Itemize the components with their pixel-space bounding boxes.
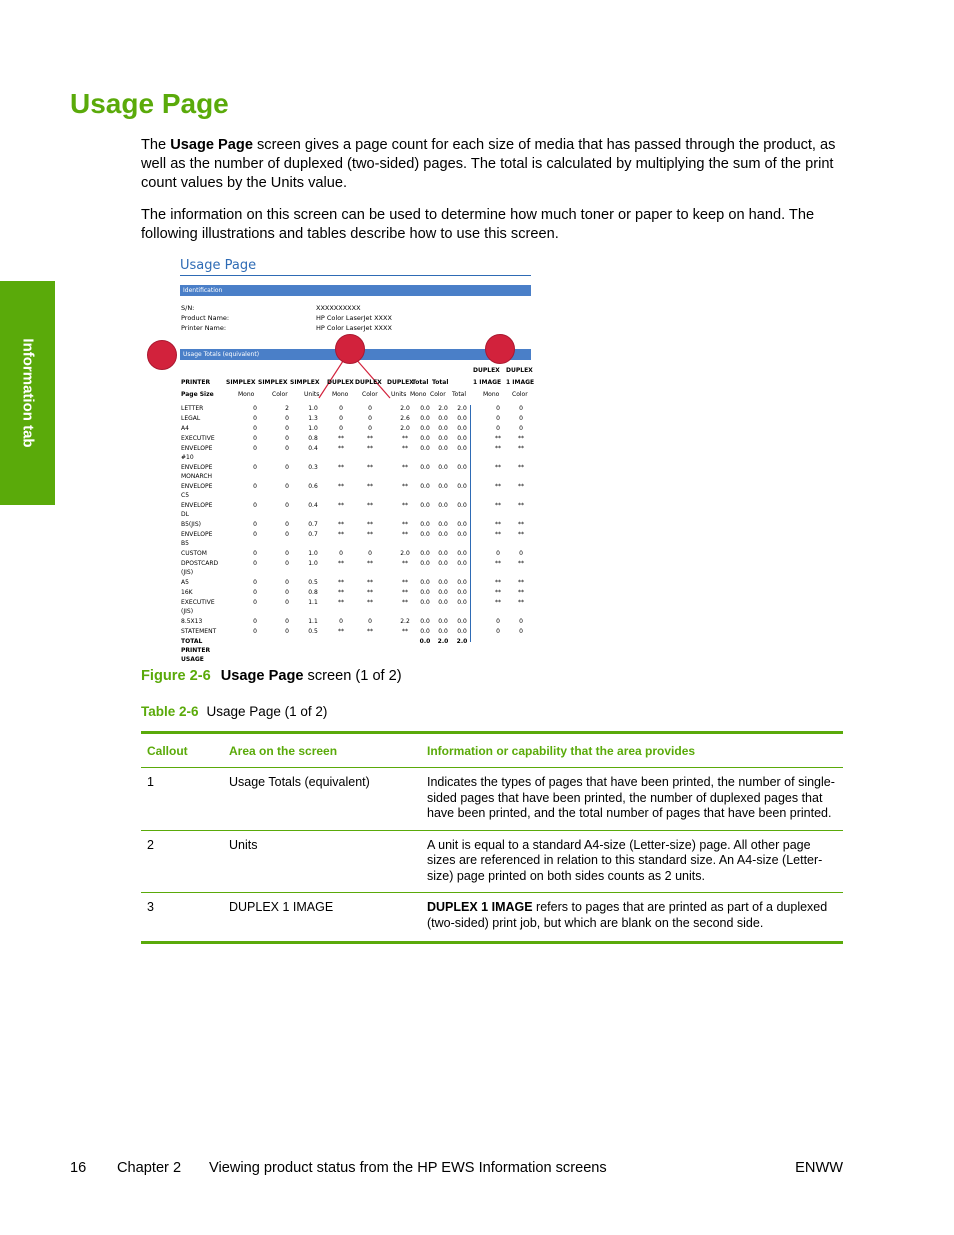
usage-cell: 0 bbox=[285, 521, 289, 528]
usage-cell: 0 bbox=[496, 628, 500, 635]
usage-cell: 0 bbox=[253, 628, 257, 635]
usage-cell: ** bbox=[402, 628, 408, 635]
usage-cell: 0.0 bbox=[457, 618, 467, 625]
usage-cell: 0.0 bbox=[438, 483, 448, 490]
usage-cell: ** bbox=[402, 531, 408, 538]
usage-cell: 0 bbox=[253, 589, 257, 596]
usage-cell: ** bbox=[338, 464, 344, 471]
usage-cell: 0.5 bbox=[308, 628, 318, 635]
usage-row-label: ENVELOPE bbox=[181, 531, 213, 538]
usage-cell: 0.0 bbox=[457, 531, 467, 538]
usage-cell: ** bbox=[402, 435, 408, 442]
intro-paragraph-2: The information on this screen can be used to determine how much toner or paper to keep on hand. The following illustrations and tables describe how to use this screen. bbox=[141, 207, 815, 242]
usage-cell: ** bbox=[367, 531, 373, 538]
usage-cell: ** bbox=[367, 483, 373, 490]
usage-cell: 0 bbox=[253, 435, 257, 442]
identification-bar: Identification bbox=[180, 285, 531, 296]
usage-cell: 2.0 bbox=[400, 405, 410, 412]
header-row1-cell: SIMPLEX bbox=[290, 379, 320, 386]
usage-cell: 1.0 bbox=[308, 425, 318, 432]
usage-cell: 0.0 bbox=[438, 599, 448, 606]
header-row2-cell: Units bbox=[304, 391, 320, 398]
usage-cell: 0 bbox=[339, 405, 343, 412]
usage-cell: 0 bbox=[519, 628, 523, 635]
usage-cell: ** bbox=[495, 531, 501, 538]
usage-cell: 0.0 bbox=[457, 502, 467, 509]
usage-cell: 0 bbox=[368, 405, 372, 412]
usage-cell: 0.0 bbox=[457, 579, 467, 586]
usage-cell: ** bbox=[338, 589, 344, 596]
id-value: HP Color LaserJet XXXX bbox=[316, 324, 392, 332]
usage-cell: 1.3 bbox=[308, 415, 318, 422]
usage-cell: ** bbox=[338, 502, 344, 509]
header-row2-cell: Page Size bbox=[181, 391, 214, 398]
table-header-row bbox=[141, 733, 843, 768]
figure-caption-bold: Usage Page bbox=[220, 668, 304, 684]
intro-rest: screen gives a page count for each size of media that has passed through the product, as well as the number of duplexed (two-sided) pages. The total is calculated by multiplying the sum of the print count values by the Units value. bbox=[141, 137, 836, 191]
usage-row-label-sub: DL bbox=[181, 511, 189, 518]
total-row-label: PRINTER bbox=[181, 647, 211, 654]
usage-cell: 0.0 bbox=[457, 445, 467, 452]
usage-cell: 0 bbox=[253, 502, 257, 509]
cell-area: Usage Totals (equivalent) bbox=[223, 768, 421, 831]
header-row1-cell: SIMPLEX bbox=[258, 379, 288, 386]
usage-page-screenshot bbox=[180, 258, 535, 663]
usage-row-label: 16K bbox=[181, 589, 193, 596]
total-cell: 2.0 bbox=[456, 638, 468, 645]
usage-cell: 0 bbox=[253, 483, 257, 490]
header-row1-cell: Total bbox=[412, 379, 429, 386]
cell-area: DUPLEX 1 IMAGE bbox=[223, 893, 421, 943]
usage-row-label: LEGAL bbox=[181, 415, 201, 422]
usage-cell: 0.0 bbox=[457, 415, 467, 422]
usage-cell: 0 bbox=[285, 589, 289, 596]
usage-cell: 0.0 bbox=[457, 464, 467, 471]
usage-row-label: ENVELOPE bbox=[181, 445, 213, 452]
table-row bbox=[141, 893, 843, 943]
page-heading: Usage Page bbox=[70, 88, 229, 119]
usage-cell: 0 bbox=[519, 425, 523, 432]
usage-cell: 0 bbox=[253, 415, 257, 422]
table-caption-text: Usage Page (1 of 2) bbox=[206, 704, 328, 719]
usage-cell: 0 bbox=[285, 560, 289, 567]
usage-cell: 0 bbox=[253, 550, 257, 557]
usage-cell: ** bbox=[518, 435, 524, 442]
footer-title: Viewing product status from the HP EWS Information screens bbox=[209, 1160, 607, 1176]
usage-cell: 0.0 bbox=[438, 415, 448, 422]
usage-cell: 0 bbox=[285, 531, 289, 538]
header-row1-cell: DUPLEX bbox=[355, 379, 382, 386]
usage-cell: 0.6 bbox=[308, 483, 318, 490]
usage-cell: 0.0 bbox=[457, 435, 467, 442]
cell-info-bold: DUPLEX 1 IMAGE bbox=[427, 900, 533, 914]
header-row1-cell: DUPLEX bbox=[387, 379, 414, 386]
usage-row-label-sub: (JIS) bbox=[181, 608, 194, 615]
usage-cell: 0 bbox=[285, 579, 289, 586]
usage-cell: 2.2 bbox=[400, 618, 410, 625]
usage-cell: 0.5 bbox=[308, 579, 318, 586]
table-caption bbox=[141, 704, 327, 719]
callout-2-marker bbox=[335, 334, 365, 364]
usage-cell: 0.7 bbox=[308, 531, 318, 538]
usage-cell: 0.0 bbox=[438, 502, 448, 509]
usage-cell: ** bbox=[495, 464, 501, 471]
usage-row-label: ENVELOPE bbox=[181, 502, 213, 509]
usage-cell: ** bbox=[402, 483, 408, 490]
header-row2-cell: Color bbox=[272, 391, 288, 398]
usage-row-label: ENVELOPE bbox=[181, 483, 213, 490]
usage-row-label: LETTER bbox=[181, 405, 204, 412]
usage-cell: ** bbox=[367, 579, 373, 586]
screenshot-title: Usage Page bbox=[180, 258, 257, 273]
header-callout: Callout bbox=[141, 733, 223, 768]
usage-cell: 1.1 bbox=[308, 599, 318, 606]
usage-row-label: EXECUTIVE bbox=[181, 599, 215, 606]
intro-bold: Usage Page bbox=[170, 137, 253, 153]
header-row2-cell: Total bbox=[452, 391, 467, 398]
header-row2-cell: Mono bbox=[483, 391, 500, 398]
usage-cell: ** bbox=[367, 599, 373, 606]
total-row-label: TOTAL bbox=[181, 638, 203, 645]
usage-cell: 0.8 bbox=[308, 589, 318, 596]
usage-row-label: A4 bbox=[181, 425, 189, 432]
usage-row-label: A5 bbox=[181, 579, 189, 586]
usage-cell: 0 bbox=[519, 415, 523, 422]
usage-row-label: EXECUTIVE bbox=[181, 435, 215, 442]
header-row1-cell: SIMPLEX bbox=[226, 379, 256, 386]
usage-cell: ** bbox=[495, 445, 501, 452]
usage-cell: ** bbox=[518, 464, 524, 471]
usage-cell: ** bbox=[495, 483, 501, 490]
usage-cell: ** bbox=[367, 560, 373, 567]
header-row2-cell: Color bbox=[512, 391, 528, 398]
usage-cell: 0 bbox=[339, 618, 343, 625]
total-cell: 2.0 bbox=[437, 638, 449, 645]
duplex-separator-line bbox=[470, 405, 471, 642]
usage-cell: 0 bbox=[253, 405, 257, 412]
usage-cell: 0.0 bbox=[420, 415, 430, 422]
usage-cell: 0 bbox=[368, 425, 372, 432]
usage-cell: ** bbox=[338, 628, 344, 635]
usage-cell: ** bbox=[367, 435, 373, 442]
usage-cell: 0.0 bbox=[420, 560, 430, 567]
header-row1-cell-sub: 1 IMAGE bbox=[506, 379, 535, 386]
usage-cell: 0 bbox=[496, 425, 500, 432]
id-label: Printer Name: bbox=[181, 324, 227, 332]
cell-info-text: A unit is equal to a standard A4-size (Letter-size) page. All other page sizes are referenced in relation to this standard size. An A4-size (Letter-size) page printed on both sides counts as 2 units. bbox=[427, 837, 823, 883]
header-row1-cell: DUPLEX bbox=[473, 367, 500, 374]
usage-cell: 0 bbox=[253, 560, 257, 567]
table-row bbox=[141, 830, 843, 893]
usage-cell: 2 bbox=[285, 405, 289, 412]
side-tab-label: Information tab bbox=[19, 338, 36, 448]
usage-cell: 0.0 bbox=[438, 560, 448, 567]
usage-cell: ** bbox=[402, 589, 408, 596]
header-area: Area on the screen bbox=[223, 733, 421, 768]
usage-cell: 1.0 bbox=[308, 550, 318, 557]
usage-cell: 0.0 bbox=[457, 425, 467, 432]
usage-cell: 1.0 bbox=[308, 560, 318, 567]
usage-cell: 0 bbox=[285, 483, 289, 490]
usage-cell: ** bbox=[402, 502, 408, 509]
usage-cell: ** bbox=[495, 579, 501, 586]
usage-cell: 0.0 bbox=[438, 531, 448, 538]
usage-cell: ** bbox=[367, 502, 373, 509]
usage-row-label: B5(JIS) bbox=[181, 521, 201, 528]
footer-page-number: 16 bbox=[70, 1160, 87, 1176]
side-tab bbox=[0, 281, 55, 505]
cell-info-text: refers to pages that are printed as part of a duplexed (two-sided) print job, but which are blank on the second side. bbox=[427, 900, 828, 930]
header-row2-cell: Color bbox=[430, 391, 446, 398]
usage-cell: ** bbox=[495, 589, 501, 596]
usage-cell: 0.0 bbox=[438, 589, 448, 596]
usage-cell: 0 bbox=[368, 550, 372, 557]
id-label: Product Name: bbox=[181, 314, 230, 322]
footer-chapter: Chapter 2 bbox=[117, 1160, 182, 1176]
cell-info-text: Indicates the types of pages that have been printed, the number of single-sided pages that have been printed, the number of duplexed pages that have been printed, and the total number of pages that have been printed. bbox=[427, 775, 835, 820]
usage-row-label-sub: B5 bbox=[181, 540, 189, 547]
total-cell: 0.0 bbox=[419, 638, 431, 645]
usage-cell: 0 bbox=[496, 618, 500, 625]
usage-cell: ** bbox=[518, 445, 524, 452]
usage-cell: ** bbox=[518, 483, 524, 490]
header-row2-cell: Mono bbox=[410, 391, 427, 398]
intro-paragraph-1 bbox=[141, 136, 846, 193]
usage-row-label: 8.5X13 bbox=[181, 618, 203, 625]
usage-cell: ** bbox=[338, 483, 344, 490]
usage-cell: 0 bbox=[285, 599, 289, 606]
usage-cell: ** bbox=[338, 560, 344, 567]
usage-cell: 0.0 bbox=[438, 618, 448, 625]
usage-cell: 0 bbox=[285, 464, 289, 471]
usage-cell: ** bbox=[495, 502, 501, 509]
usage-cell: 0 bbox=[519, 550, 523, 557]
usage-cell: 0.0 bbox=[420, 502, 430, 509]
usage-cell: 0 bbox=[253, 599, 257, 606]
usage-cell: ** bbox=[518, 531, 524, 538]
usage-cell: 0.0 bbox=[438, 464, 448, 471]
id-value: HP Color LaserJet XXXX bbox=[316, 314, 392, 322]
usage-cell: 0 bbox=[496, 415, 500, 422]
usage-cell: 0 bbox=[368, 618, 372, 625]
usage-row-label: CUSTOM bbox=[181, 550, 207, 557]
usage-cell: 0.0 bbox=[420, 531, 430, 538]
usage-cell: 2.0 bbox=[457, 405, 467, 412]
usage-cell: 0.3 bbox=[308, 464, 318, 471]
cell-callout: 2 bbox=[141, 830, 223, 893]
usage-cell: 2.0 bbox=[400, 425, 410, 432]
usage-cell: ** bbox=[495, 599, 501, 606]
usage-cell: ** bbox=[338, 531, 344, 538]
usage-cell: 0.0 bbox=[420, 550, 430, 557]
usage-cell: 2.6 bbox=[400, 415, 410, 422]
usage-cell: ** bbox=[367, 628, 373, 635]
header-row1-cell: PRINTER bbox=[181, 379, 211, 386]
cell-info bbox=[421, 830, 843, 893]
usage-cell: ** bbox=[367, 589, 373, 596]
usage-cell: ** bbox=[338, 579, 344, 586]
usage-cell: 0 bbox=[253, 531, 257, 538]
usage-totals-bar: Usage Totals (equivalent) bbox=[180, 349, 531, 360]
cell-callout: 1 bbox=[141, 768, 223, 831]
usage-cell: ** bbox=[402, 599, 408, 606]
usage-cell: 0 bbox=[368, 415, 372, 422]
id-label: S/N: bbox=[181, 304, 195, 312]
table-row bbox=[141, 768, 843, 831]
usage-cell: 0 bbox=[519, 618, 523, 625]
usage-row-label: DPOSTCARD bbox=[181, 560, 219, 567]
usage-cell: 0 bbox=[339, 425, 343, 432]
usage-cell: 2.0 bbox=[400, 550, 410, 557]
usage-cell: 0.0 bbox=[438, 579, 448, 586]
usage-cell: 0.0 bbox=[420, 618, 430, 625]
usage-cell: ** bbox=[518, 579, 524, 586]
usage-cell: ** bbox=[402, 521, 408, 528]
header-row1-cell: DUPLEX bbox=[506, 367, 533, 374]
header-info: Information or capability that the area provides bbox=[421, 733, 843, 768]
usage-cell: 0.0 bbox=[420, 521, 430, 528]
usage-cell: ** bbox=[518, 560, 524, 567]
usage-cell: ** bbox=[402, 445, 408, 452]
usage-cell: 0.0 bbox=[457, 589, 467, 596]
usage-cell: ** bbox=[338, 435, 344, 442]
usage-cell: ** bbox=[495, 435, 501, 442]
usage-cell: 0.4 bbox=[308, 502, 318, 509]
usage-cell: 0.4 bbox=[308, 445, 318, 452]
usage-row-label-sub: MONARCH bbox=[181, 473, 213, 480]
usage-cell: ** bbox=[402, 464, 408, 471]
header-row2-cell: Mono bbox=[332, 391, 349, 398]
usage-cell: 0.0 bbox=[438, 521, 448, 528]
usage-cell: 0.0 bbox=[420, 425, 430, 432]
usage-cell: 0 bbox=[253, 445, 257, 452]
usage-cell: 0.0 bbox=[420, 405, 430, 412]
usage-cell: 0 bbox=[285, 550, 289, 557]
header-row1-cell: Total bbox=[432, 379, 449, 386]
header-row2-cell: Color bbox=[362, 391, 378, 398]
usage-cell: 1.0 bbox=[308, 405, 318, 412]
usage-cell: ** bbox=[338, 599, 344, 606]
usage-cell: 0.0 bbox=[438, 628, 448, 635]
figure-caption bbox=[141, 668, 402, 684]
usage-cell: 0 bbox=[285, 502, 289, 509]
usage-cell: 0.0 bbox=[438, 550, 448, 557]
usage-cell: 0 bbox=[339, 415, 343, 422]
usage-cell: ** bbox=[367, 521, 373, 528]
usage-cell: 0.0 bbox=[420, 628, 430, 635]
usage-cell: ** bbox=[367, 445, 373, 452]
usage-row-label-sub: C5 bbox=[181, 492, 190, 499]
usage-cell: 0.0 bbox=[420, 599, 430, 606]
usage-row-label: ENVELOPE bbox=[181, 464, 213, 471]
usage-cell: 0.0 bbox=[420, 483, 430, 490]
figure-label: Figure 2-6 bbox=[141, 668, 211, 684]
usage-cell: 0 bbox=[339, 550, 343, 557]
usage-row-label-sub: #10 bbox=[181, 454, 194, 461]
usage-cell: 0.0 bbox=[420, 579, 430, 586]
usage-cell: 0 bbox=[253, 579, 257, 586]
usage-row-label-sub: (JIS) bbox=[181, 569, 194, 576]
usage-cell: ** bbox=[367, 464, 373, 471]
usage-cell: 0 bbox=[496, 550, 500, 557]
usage-cell: 0.0 bbox=[420, 445, 430, 452]
usage-cell: 0 bbox=[253, 618, 257, 625]
callout-table bbox=[141, 731, 843, 944]
usage-cell: 0.0 bbox=[457, 521, 467, 528]
usage-cell: 0 bbox=[253, 521, 257, 528]
callout-leader-lines bbox=[180, 258, 535, 663]
cell-info bbox=[421, 893, 843, 943]
usage-cell: 1.1 bbox=[308, 618, 318, 625]
figure-caption-rest: screen (1 of 2) bbox=[303, 668, 402, 684]
usage-cell: 0 bbox=[519, 405, 523, 412]
usage-cell: 0 bbox=[285, 628, 289, 635]
intro-prefix: The bbox=[141, 137, 171, 153]
usage-cell: 2.0 bbox=[438, 405, 448, 412]
usage-row-label: STATEMENT bbox=[181, 628, 217, 635]
usage-cell: 0.0 bbox=[420, 589, 430, 596]
cell-callout: 3 bbox=[141, 893, 223, 943]
usage-cell: 0 bbox=[285, 435, 289, 442]
usage-cell: ** bbox=[518, 599, 524, 606]
table-label: Table 2-6 bbox=[141, 704, 199, 719]
usage-cell: 0 bbox=[253, 464, 257, 471]
usage-cell: ** bbox=[495, 560, 501, 567]
usage-cell: ** bbox=[402, 560, 408, 567]
usage-cell: ** bbox=[338, 521, 344, 528]
callout-1-marker bbox=[147, 340, 177, 370]
usage-cell: ** bbox=[518, 521, 524, 528]
usage-cell: 0 bbox=[285, 445, 289, 452]
usage-cell: 0.0 bbox=[457, 550, 467, 557]
usage-cell: 0.0 bbox=[457, 483, 467, 490]
usage-cell: 0 bbox=[285, 415, 289, 422]
header-row2-cell: Mono bbox=[238, 391, 255, 398]
cell-area: Units bbox=[223, 830, 421, 893]
usage-cell: 0.0 bbox=[438, 435, 448, 442]
usage-cell: 0.7 bbox=[308, 521, 318, 528]
footer-code: ENWW bbox=[795, 1160, 843, 1176]
usage-cell: ** bbox=[338, 445, 344, 452]
usage-cell: 0.0 bbox=[420, 435, 430, 442]
usage-cell: 0.0 bbox=[457, 599, 467, 606]
usage-cell: 0 bbox=[253, 425, 257, 432]
total-row-label: USAGE bbox=[181, 656, 204, 663]
header-row2-cell: Units bbox=[391, 391, 407, 398]
usage-cell: ** bbox=[495, 521, 501, 528]
usage-cell: 0 bbox=[496, 405, 500, 412]
usage-cell: 0.0 bbox=[457, 628, 467, 635]
usage-cell: 0 bbox=[285, 425, 289, 432]
usage-cell: 0.0 bbox=[457, 560, 467, 567]
callout-3-marker bbox=[485, 334, 515, 364]
usage-cell: 0.0 bbox=[420, 464, 430, 471]
usage-cell: 0 bbox=[285, 618, 289, 625]
header-row1-cell: DUPLEX bbox=[327, 379, 354, 386]
usage-cell: ** bbox=[402, 579, 408, 586]
header-row1-cell-sub: 1 IMAGE bbox=[473, 379, 502, 386]
usage-cell: 0.0 bbox=[438, 425, 448, 432]
cell-info bbox=[421, 768, 843, 831]
usage-cell: 0.0 bbox=[438, 445, 448, 452]
usage-cell: ** bbox=[518, 589, 524, 596]
usage-cell: ** bbox=[518, 502, 524, 509]
id-value: XXXXXXXXXX bbox=[316, 304, 361, 312]
usage-cell: 0.8 bbox=[308, 435, 318, 442]
